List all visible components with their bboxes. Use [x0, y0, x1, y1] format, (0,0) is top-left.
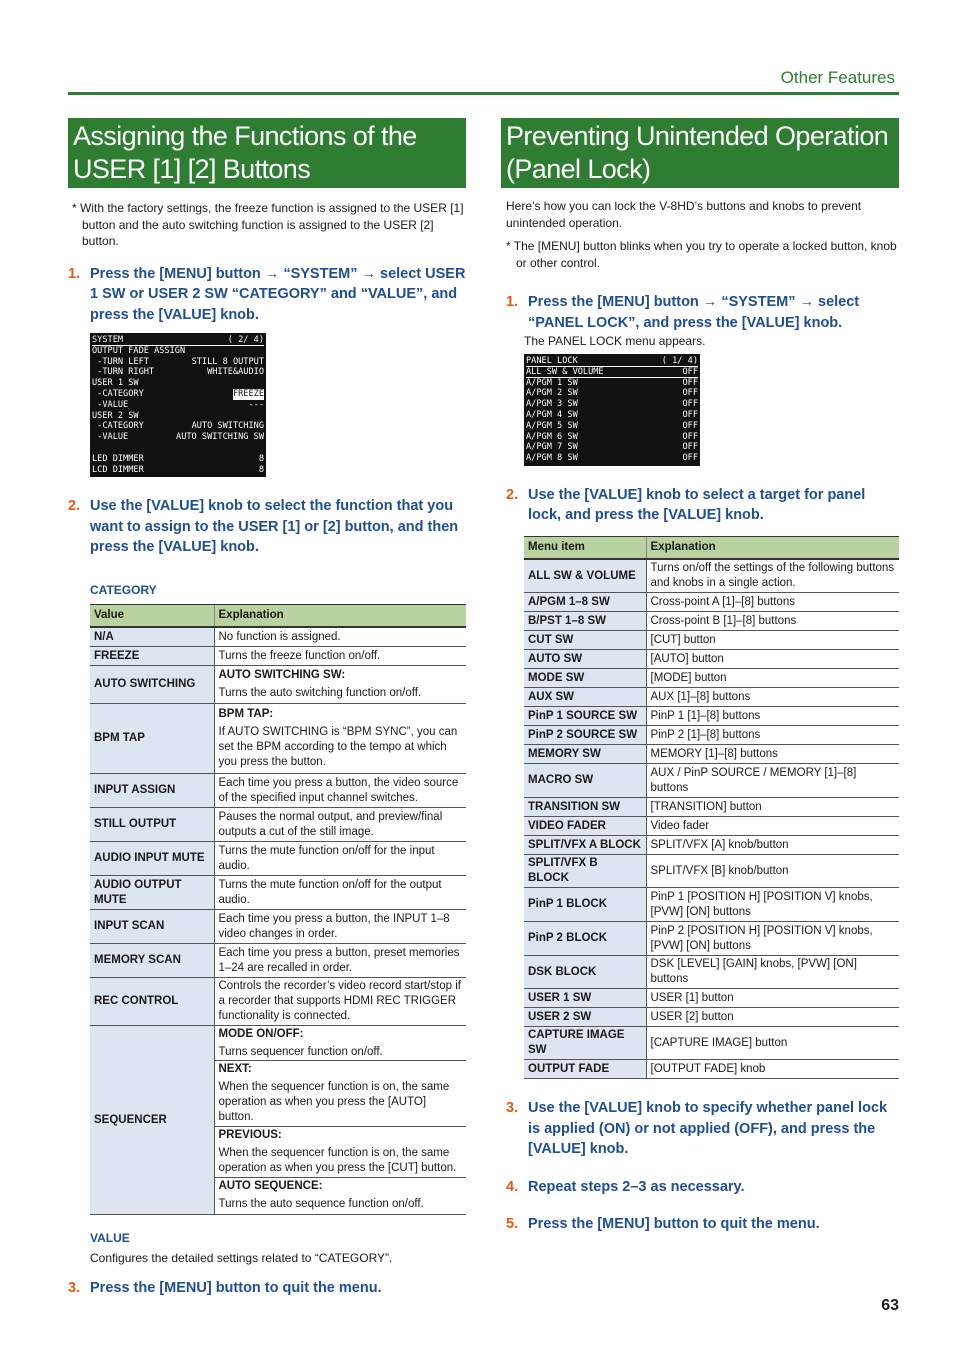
- menu-item-explanation: SPLIT/VFX [B] knob/button: [646, 855, 899, 888]
- menu-item-explanation: [MODE] button: [646, 669, 899, 688]
- step-number: 1.: [506, 294, 519, 310]
- explanation-text: Turns sequencer function on/off.: [218, 1046, 383, 1059]
- osd-label: -VALUE: [92, 399, 129, 410]
- menu-item: B/PST 1–8 SW: [524, 612, 646, 631]
- category-value: SEQUENCER: [90, 1026, 214, 1215]
- explanation-item: [219, 946, 463, 976]
- table-header-explanation: Explanation: [214, 604, 466, 627]
- menu-item: SPLIT/VFX B BLOCK: [524, 855, 646, 888]
- category-explanation: [214, 910, 466, 944]
- osd-line: [92, 465, 264, 476]
- osd-line: [92, 411, 264, 422]
- osd-label: A/PGM 7 SW: [526, 442, 578, 453]
- explanation-item: [219, 668, 463, 701]
- category-explanation: [214, 774, 466, 808]
- panel-lock-intro: Here’s how you can lock the V-8HD’s buttons and knobs to prevent unintended operation.: [506, 199, 862, 230]
- explanation-item: [219, 630, 463, 645]
- table-header-value: Value: [90, 604, 214, 627]
- osd-value: OFF: [682, 431, 698, 442]
- menu-item: USER 2 SW: [524, 1008, 646, 1027]
- explanation-text: Turns the auto sequence function on/off.: [218, 1198, 424, 1211]
- right-step-5: [501, 1214, 899, 1235]
- menu-item: OUTPUT FADE: [524, 1060, 646, 1079]
- table-row: [90, 1026, 466, 1215]
- osd-label: -TURN RIGHT: [92, 367, 155, 378]
- table-row: [90, 842, 466, 876]
- menu-item: AUX SW: [524, 688, 646, 707]
- table-row: [90, 774, 466, 808]
- page-number: 63: [881, 1297, 899, 1314]
- table-row: [524, 593, 899, 612]
- menu-item-explanation: [TRANSITION] button: [646, 798, 899, 817]
- table-row: [524, 650, 899, 669]
- table-header-menu-item: Menu item: [524, 536, 646, 559]
- osd-value: OFF: [682, 420, 698, 431]
- step-number: 5.: [506, 1216, 519, 1233]
- table-row: [524, 669, 899, 688]
- explanation-item: [219, 844, 463, 874]
- menu-item-explanation: Cross-point B [1]–[8] buttons: [646, 612, 899, 631]
- osd-label: SYSTEM: [92, 335, 124, 345]
- table-row: [524, 888, 899, 922]
- left-step-2: [68, 496, 466, 558]
- explanation-label: NEXT:: [218, 1063, 252, 1076]
- category-explanation: [214, 876, 466, 910]
- menu-item-explanation: USER [2] button: [646, 1008, 899, 1027]
- table-row: [524, 1060, 899, 1079]
- osd-line: [92, 389, 264, 400]
- osd-label: OUTPUT FADE ASSIGN: [92, 345, 186, 356]
- right-step-3: [501, 1098, 899, 1160]
- table-row: [524, 989, 899, 1008]
- explanation-item: [219, 878, 463, 908]
- osd-line: [92, 367, 264, 378]
- table-row: [90, 910, 466, 944]
- left-section-title: Assigning the Functions of the USER [1] [2] Buttons: [68, 118, 466, 188]
- panel-lock-note: * The [MENU] button blinks when you try to operate a locked button, knob or other control.: [506, 239, 897, 270]
- explanation-item: [215, 1177, 467, 1213]
- osd-line: [92, 335, 264, 346]
- explanation-label: PREVIOUS:: [218, 1129, 282, 1142]
- step-text: Use the [VALUE] knob to select a target for panel lock, and press the [VALUE] knob.: [528, 486, 866, 524]
- osd-value: OFF: [682, 453, 698, 464]
- table-row: [90, 876, 466, 910]
- menu-item-explanation: [CUT] button: [646, 631, 899, 650]
- category-explanation: [214, 666, 466, 704]
- explanation-text: Each time you press a button, the video source of the specified input channel switches.: [218, 776, 459, 804]
- table-row: [90, 704, 466, 774]
- category-value: REC CONTROL: [90, 978, 214, 1026]
- osd-value: OFF: [682, 366, 698, 377]
- osd-value: AUTO SWITCHING: [191, 421, 264, 432]
- explanation-text: Turns the freeze function on/off.: [218, 649, 381, 662]
- menu-item-explanation: PinP 2 [1]–[8] buttons: [646, 726, 899, 745]
- osd-line: [526, 410, 698, 421]
- category-explanation: [214, 842, 466, 876]
- osd-line: [92, 346, 264, 357]
- explanation-item: [219, 707, 463, 770]
- value-description: Configures the detailed settings related to “CATEGORY”.: [90, 1251, 393, 1266]
- osd-value: ---: [248, 399, 264, 410]
- step-number: 1.: [68, 265, 81, 282]
- osd-label: A/PGM 3 SW: [526, 399, 578, 410]
- osd-value: OFF: [682, 377, 698, 388]
- menu-item: ALL SW & VOLUME: [524, 559, 646, 593]
- explanation-label: MODE ON/OFF:: [218, 1028, 304, 1041]
- section-header-label: Other Features: [780, 68, 895, 87]
- table-row: [524, 956, 899, 989]
- category-value: AUDIO INPUT MUTE: [90, 842, 214, 876]
- explanation-text: No function is assigned.: [218, 630, 341, 643]
- explanation-text: Controls the recorder’s video record start/stop if a recorder that supports HDMI REC TRIGGER functionality is connected.: [218, 980, 461, 1023]
- osd-value: AUTO SWITCHING SW: [176, 432, 264, 443]
- menu-item-explanation: USER [1] button: [646, 989, 899, 1008]
- table-row: [524, 836, 899, 855]
- step-text: Repeat steps 2–3 as necessary.: [528, 1178, 745, 1195]
- category-heading: CATEGORY: [90, 582, 157, 597]
- category-value: FREEZE: [90, 647, 214, 666]
- step-number: 2.: [68, 498, 81, 515]
- osd-label: USER 2 SW: [92, 410, 139, 421]
- value-heading: VALUE: [90, 1231, 130, 1246]
- menu-item-explanation: SPLIT/VFX [A] knob/button: [646, 836, 899, 855]
- osd-label: A/PGM 8 SW: [526, 453, 578, 464]
- osd-value: ( 1/ 4): [661, 356, 698, 366]
- osd-line: [92, 357, 264, 368]
- right-step-1: [501, 292, 899, 333]
- osd-line: [92, 454, 264, 465]
- osd-label: PANEL LOCK: [526, 356, 578, 366]
- menu-item: PinP 1 SOURCE SW: [524, 707, 646, 726]
- left-step-3: [68, 1278, 466, 1299]
- right-section-title: Preventing Unintended Operation (Panel Lock): [501, 118, 899, 188]
- category-explanation: [214, 808, 466, 842]
- menu-item: CUT SW: [524, 631, 646, 650]
- panel-lock-menu-screenshot: [524, 354, 700, 466]
- osd-label: -TURN LEFT: [92, 356, 149, 367]
- menu-item: TRANSITION SW: [524, 798, 646, 817]
- category-explanation: [214, 978, 466, 1026]
- table-row: [524, 688, 899, 707]
- menu-item-explanation: [AUTO] button: [646, 650, 899, 669]
- table-row: [524, 559, 899, 593]
- osd-line: [92, 400, 264, 411]
- category-explanation: [214, 1026, 466, 1215]
- table-row: [524, 726, 899, 745]
- menu-item: CAPTURE IMAGE SW: [524, 1027, 646, 1060]
- menu-item: SPLIT/VFX A BLOCK: [524, 836, 646, 855]
- category-explanation: [214, 704, 466, 774]
- osd-line: [526, 453, 698, 464]
- explanation-label: BPM TAP:: [218, 708, 274, 721]
- panel-lock-table: [524, 536, 899, 1080]
- menu-item: A/PGM 1–8 SW: [524, 593, 646, 612]
- menu-item: PinP 2 SOURCE SW: [524, 726, 646, 745]
- menu-item-explanation: Turns on/off the settings of the following buttons and knobs in a single action.: [646, 559, 899, 593]
- explanation-item: [219, 1027, 463, 1060]
- osd-value: OFF: [682, 388, 698, 399]
- explanation-item: [219, 912, 463, 942]
- right-step-2: [501, 485, 899, 526]
- osd-line: [526, 388, 698, 399]
- menu-item-explanation: Video fader: [646, 817, 899, 836]
- menu-item: MACRO SW: [524, 764, 646, 798]
- menu-item: VIDEO FADER: [524, 817, 646, 836]
- osd-value: ( 2/ 4): [227, 335, 264, 345]
- table-row: [90, 808, 466, 842]
- table-row: [524, 1008, 899, 1027]
- table-row: [90, 944, 466, 978]
- menu-item-explanation: [OUTPUT FADE] knob: [646, 1060, 899, 1079]
- step-text: Use the [VALUE] knob to specify whether panel lock is applied (ON) or not applied (OFF), and press the [VALUE] knob.: [528, 1100, 888, 1158]
- factory-settings-note: * With the factory settings, the freeze function is assigned to the USER [1] button and the auto switching function is assigned to the USER [2] button.: [72, 201, 464, 248]
- menu-item: MEMORY SW: [524, 745, 646, 764]
- osd-label: ALL SW & VOLUME: [526, 366, 604, 377]
- explanation-text: Turns the mute function on/off for the output audio.: [218, 878, 442, 906]
- osd-label: LED DIMMER: [92, 453, 144, 464]
- table-header-explanation: Explanation: [646, 536, 899, 559]
- osd-line: [526, 442, 698, 453]
- step-number: 3.: [506, 1100, 519, 1117]
- category-value: STILL OUTPUT: [90, 808, 214, 842]
- explanation-item: [215, 1060, 467, 1126]
- explanation-label: AUTO SWITCHING SW:: [218, 669, 346, 682]
- step-number: 2.: [506, 486, 519, 503]
- osd-label: A/PGM 4 SW: [526, 409, 578, 420]
- explanation-text: Each time you press a button, preset memories 1–24 are recalled in order.: [218, 946, 460, 974]
- osd-label: -CATEGORY: [92, 421, 144, 432]
- table-row: [524, 922, 899, 956]
- menu-item: AUTO SW: [524, 650, 646, 669]
- category-value: AUTO SWITCHING: [90, 666, 214, 704]
- category-table: [90, 604, 466, 1216]
- osd-value: WHITE&AUDIO: [207, 367, 264, 378]
- osd-value: STILL 8 OUTPUT: [191, 356, 264, 367]
- right-step-4: [501, 1177, 899, 1198]
- explanation-text: Pauses the normal output, and preview/final outputs a cut of the still image.: [218, 810, 443, 838]
- menu-item-explanation: PinP 2 [POSITION H] [POSITION V] knobs, [PVW] [ON] buttons: [646, 922, 899, 956]
- explanation-item: [219, 649, 463, 664]
- explanation-item: [219, 979, 463, 1024]
- osd-label: A/PGM 5 SW: [526, 420, 578, 431]
- menu-item: PinP 2 BLOCK: [524, 922, 646, 956]
- explanation-item: [219, 810, 463, 840]
- right-column: [501, 118, 899, 1235]
- osd-line: [526, 421, 698, 432]
- menu-item-explanation: MEMORY [1]–[8] buttons: [646, 745, 899, 764]
- osd-line: [92, 443, 264, 454]
- category-value: INPUT SCAN: [90, 910, 214, 944]
- table-row: [524, 631, 899, 650]
- category-value: AUDIO OUTPUT MUTE: [90, 876, 214, 910]
- table-row: [90, 647, 466, 666]
- table-row: [90, 666, 466, 704]
- osd-label: A/PGM 6 SW: [526, 431, 578, 442]
- osd-line: [526, 378, 698, 389]
- osd-line: [92, 432, 264, 443]
- menu-item-explanation: Cross-point A [1]–[8] buttons: [646, 593, 899, 612]
- osd-label: LCD DIMMER: [92, 464, 144, 475]
- osd-value: FREEZE: [232, 388, 264, 399]
- table-row: [524, 764, 899, 798]
- table-row: [524, 707, 899, 726]
- menu-item-explanation: PinP 1 [POSITION H] [POSITION V] knobs, [PVW] [ON] buttons: [646, 888, 899, 922]
- osd-line: [526, 367, 698, 378]
- menu-item: USER 1 SW: [524, 989, 646, 1008]
- explanation-text: When the sequencer function is on, the same operation as when you press the [AUTO] button.: [218, 1081, 450, 1124]
- step-text: Press the [MENU] button to quit the menu.: [528, 1216, 820, 1233]
- osd-value: OFF: [682, 409, 698, 420]
- table-row: [524, 612, 899, 631]
- osd-label: -VALUE: [92, 432, 129, 443]
- explanation-item: [215, 1126, 467, 1177]
- step-1-subtext: The PANEL LOCK menu appears.: [524, 334, 706, 348]
- step-number: 4.: [506, 1178, 519, 1195]
- osd-label: -CATEGORY: [92, 388, 144, 399]
- menu-item: MODE SW: [524, 669, 646, 688]
- table-row: [524, 817, 899, 836]
- menu-item-explanation: AUX [1]–[8] buttons: [646, 688, 899, 707]
- osd-label: A/PGM 1 SW: [526, 377, 578, 388]
- osd-label: A/PGM 2 SW: [526, 388, 578, 399]
- menu-item-explanation: DSK [LEVEL] [GAIN] knobs, [PVW] [ON] buttons: [646, 956, 899, 989]
- step-text: Use the [VALUE] knob to select the function that you want to assign to the USER [1] or [2] button, and then press the [VALUE] knob.: [90, 498, 459, 556]
- table-row: [524, 798, 899, 817]
- menu-item-explanation: AUX / PinP SOURCE / MEMORY [1]–[8] buttons: [646, 764, 899, 798]
- osd-line: [526, 432, 698, 443]
- explanation-text: Turns the auto switching function on/off.: [218, 687, 422, 700]
- osd-value: 8: [258, 464, 264, 475]
- category-value: BPM TAP: [90, 704, 214, 774]
- explanation-text: Each time you press a button, the INPUT 1–8 video changes in order.: [218, 912, 450, 940]
- explanation-label: AUTO SEQUENCE:: [218, 1180, 323, 1193]
- osd-value: 8: [258, 453, 264, 464]
- osd-line: [526, 399, 698, 410]
- menu-item: DSK BLOCK: [524, 956, 646, 989]
- header-rule: [68, 92, 899, 95]
- category-explanation: [214, 944, 466, 978]
- osd-value: OFF: [682, 399, 698, 410]
- explanation-item: [219, 776, 463, 806]
- osd-line: [92, 421, 264, 432]
- category-value: INPUT ASSIGN: [90, 774, 214, 808]
- explanation-text: When the sequencer function is on, the same operation as when you press the [CUT] button.: [218, 1147, 457, 1175]
- explanation-text: Turns the mute function on/off for the input audio.: [218, 844, 435, 872]
- category-value: N/A: [90, 627, 214, 647]
- category-explanation: [214, 627, 466, 647]
- explanation-text: If AUTO SWITCHING is “BPM SYNC”, you can set the BPM according to the tempo at which you press the button.: [218, 726, 458, 769]
- left-step-1: [68, 264, 466, 326]
- osd-line: [92, 378, 264, 389]
- step-text: Press the [MENU] button → “SYSTEM” → select USER 1 SW or USER 2 SW “CATEGORY” and “VALUE”, and press the [VALUE] knob.: [90, 265, 466, 323]
- table-row: [90, 627, 466, 647]
- table-row: [524, 1027, 899, 1060]
- menu-item-explanation: PinP 1 [1]–[8] buttons: [646, 707, 899, 726]
- step-text: Press the [MENU] button → “SYSTEM” → select “PANEL LOCK”, and press the [VALUE] knob.: [528, 294, 860, 331]
- table-row: [524, 745, 899, 764]
- menu-item: PinP 1 BLOCK: [524, 888, 646, 922]
- osd-line: [526, 356, 698, 367]
- category-value: MEMORY SCAN: [90, 944, 214, 978]
- osd-label: USER 1 SW: [92, 378, 139, 389]
- system-menu-screenshot: [90, 333, 266, 477]
- left-column: [68, 118, 466, 1299]
- menu-item-explanation: [CAPTURE IMAGE] button: [646, 1027, 899, 1060]
- table-row: [90, 978, 466, 1026]
- step-text: Press the [MENU] button to quit the menu.: [90, 1280, 382, 1297]
- step-number: 3.: [68, 1280, 81, 1297]
- osd-value: OFF: [682, 442, 698, 453]
- category-explanation: [214, 647, 466, 666]
- table-row: [524, 855, 899, 888]
